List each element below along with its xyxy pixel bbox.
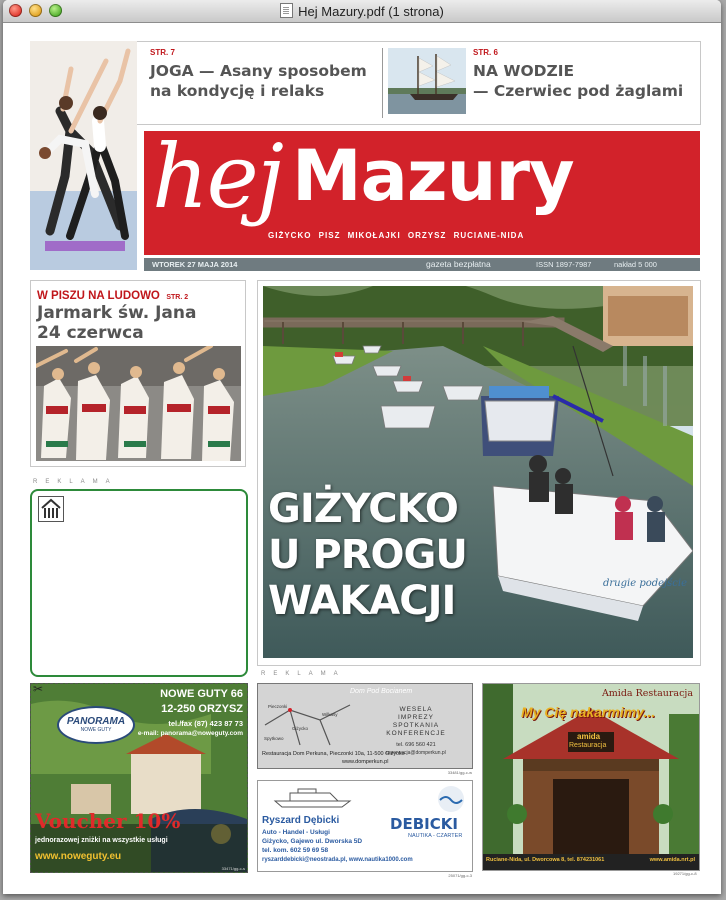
- panorama-ref: 33471/gg-c-s: [221, 866, 245, 871]
- dom-ref: 33481/gg-c-w: [447, 770, 472, 775]
- yacht-drawing: [270, 785, 360, 809]
- ad-panorama[interactable]: [30, 683, 248, 873]
- dom-line-4: KONFERENCJE: [386, 730, 446, 737]
- map-label-2: Giżycko: [292, 726, 309, 731]
- masthead-towns: GIŻYCKO PISZ MIKOŁAJKI ORZYSZ RUCIANE-NIDA: [268, 231, 525, 240]
- masthead-info-strip: [144, 258, 700, 271]
- headline-line-1: GIŻYCKO: [268, 486, 458, 532]
- amida-ref: 19271/gg-c-8: [673, 871, 697, 876]
- map-label-3: Wilkasy: [322, 712, 338, 717]
- logo-mazury: Mazury: [292, 135, 574, 217]
- free-newspaper-label: gazeta bezpłatna: [426, 259, 491, 269]
- issn: ISSN 1897-7987: [536, 260, 592, 269]
- amida-sign-sub: Restauracja: [569, 742, 607, 749]
- pisz-article-header: [37, 286, 188, 304]
- debicki-name: Ryszard Dębicki: [262, 815, 340, 826]
- pdf-document-icon: [280, 3, 293, 18]
- amida-name: Amida Restauracja: [601, 688, 693, 699]
- folk-dancers-photo: [36, 346, 241, 461]
- pisz-article-title: W PISZU NA LUDOWO: [37, 290, 160, 302]
- panorama-email: e-mail: panorama@noweguty.com: [137, 730, 243, 737]
- panorama-website: www.noweguty.eu: [35, 851, 122, 862]
- teaser-sailing-title-2: — Czerwiec pod żaglami: [473, 82, 684, 100]
- debicki-line-3: tel. kom. 602 59 69 58: [262, 847, 329, 854]
- dom-logo: Dom Pod Bocianem: [350, 688, 413, 695]
- panorama-voucher-sub: jednorazowej zniżki na wszystkie usługi: [35, 837, 168, 844]
- major-logo-icon: [38, 496, 64, 522]
- ad-dom-perkuna[interactable]: [257, 683, 473, 775]
- debicki-line-2: Giżycko, Gajewo ul. Dworska 5D: [262, 838, 363, 845]
- panorama-voucher: Voucher 10%: [35, 809, 181, 833]
- pdf-window: [3, 0, 721, 894]
- sailing-ship-photo: [388, 48, 466, 114]
- teaser-yoga-title-2: na kondycję i relaks: [150, 82, 325, 100]
- reklama-label-left: REKLAMA: [33, 479, 118, 485]
- pisz-article-subtitle-2: 24 czerwca: [37, 323, 144, 343]
- panorama-logo: [59, 708, 133, 742]
- nautika-wave-logo-icon: [436, 784, 466, 814]
- pdf-page: [3, 23, 721, 894]
- dom-services: [366, 706, 466, 757]
- logo-hej: hej: [152, 125, 283, 228]
- issue-date: WTOREK 27 MAJA 2014: [152, 260, 238, 269]
- main-story[interactable]: [257, 280, 701, 666]
- ad-amida[interactable]: [482, 683, 700, 871]
- boat-name-text: drugie podejście: [603, 578, 688, 589]
- amida-sign: amida: [577, 732, 601, 741]
- pisz-article[interactable]: [30, 280, 246, 467]
- map-label-1: Pieczonki: [268, 704, 288, 709]
- masthead: [144, 125, 700, 255]
- panorama-logo-sub: NOWE GUTY: [80, 727, 112, 733]
- dom-email: rezerwacja@domperkun.pl: [386, 750, 446, 756]
- scissors-icon: ✂: [33, 683, 44, 696]
- window-title: Hej Mazury.pdf (1 strona): [298, 4, 444, 19]
- panorama-address-2: 12-250 ORZYSZ: [161, 703, 243, 715]
- dom-phone: tel. 696 560 421: [396, 742, 436, 748]
- teaser-sailing-title-1: NA WODZIE: [473, 62, 575, 80]
- map-label-4: Spytkowo: [264, 736, 284, 741]
- debicki-ref: 25071/gg-c-3: [448, 873, 472, 878]
- reklama-label-bottom: REKLAMA: [261, 671, 346, 677]
- teaser-sailing-page: STR. 6: [473, 48, 498, 57]
- teaser-sailing[interactable]: [473, 48, 697, 101]
- yoga-photo: [30, 41, 137, 270]
- dom-line-2: IMPREZY: [398, 714, 434, 721]
- headline-line-3: WAKACJI: [268, 578, 456, 624]
- panorama-logo-text: PANORAMA: [66, 716, 126, 727]
- pisz-article-page: STR. 2: [166, 294, 189, 301]
- pisz-article-subtitle-1: Jarmark św. Jana: [37, 303, 197, 323]
- teaser-divider: [382, 48, 383, 118]
- debicki-line-1: Auto - Handel - Usługi: [262, 829, 330, 836]
- dom-line-3: SPOTKANIA: [392, 722, 440, 729]
- dom-location-map: [260, 690, 360, 750]
- ad-major[interactable]: [30, 489, 248, 677]
- dom-footer: Restauracja Dom Perkuna, Pieczonki 10a, 11-500 Giżycko: [262, 751, 405, 757]
- panorama-phone: tel./fax (87) 423 87 73: [168, 719, 243, 728]
- amida-website: www.amida.nrt.pl: [649, 857, 695, 863]
- teaser-yoga-page: STR. 7: [150, 48, 175, 57]
- dom-website: www.domperkun.pl: [342, 759, 389, 765]
- ad-debicki[interactable]: [257, 780, 473, 878]
- teaser-bar: [30, 41, 701, 125]
- headline-line-2: U PROGU: [268, 532, 467, 578]
- title-bar[interactable]: [3, 0, 721, 23]
- dom-line-1: WESELA: [399, 706, 433, 713]
- amida-address: Ruciane-Nida, ul. Dworcowa 8, tel. 874231061: [486, 857, 605, 863]
- panorama-address-1: NOWE GUTY 66: [160, 688, 243, 700]
- debicki-brand: DEBICKI: [390, 815, 458, 833]
- teaser-yoga[interactable]: [150, 48, 378, 101]
- window-title-wrap: [3, 3, 721, 19]
- teaser-yoga-title-1: JOGA — Asany sposobem: [150, 62, 367, 80]
- amida-slogan: My Cię nakarmimy...: [521, 704, 656, 720]
- circulation: nakład 5 000: [614, 260, 657, 269]
- main-story-headline: [268, 486, 467, 624]
- debicki-brand-sub: NAUTIKA - CZARTER: [408, 833, 463, 839]
- debicki-line-4: ryszarddebicki@neostrada.pl, www.nautika1000.com: [262, 857, 413, 863]
